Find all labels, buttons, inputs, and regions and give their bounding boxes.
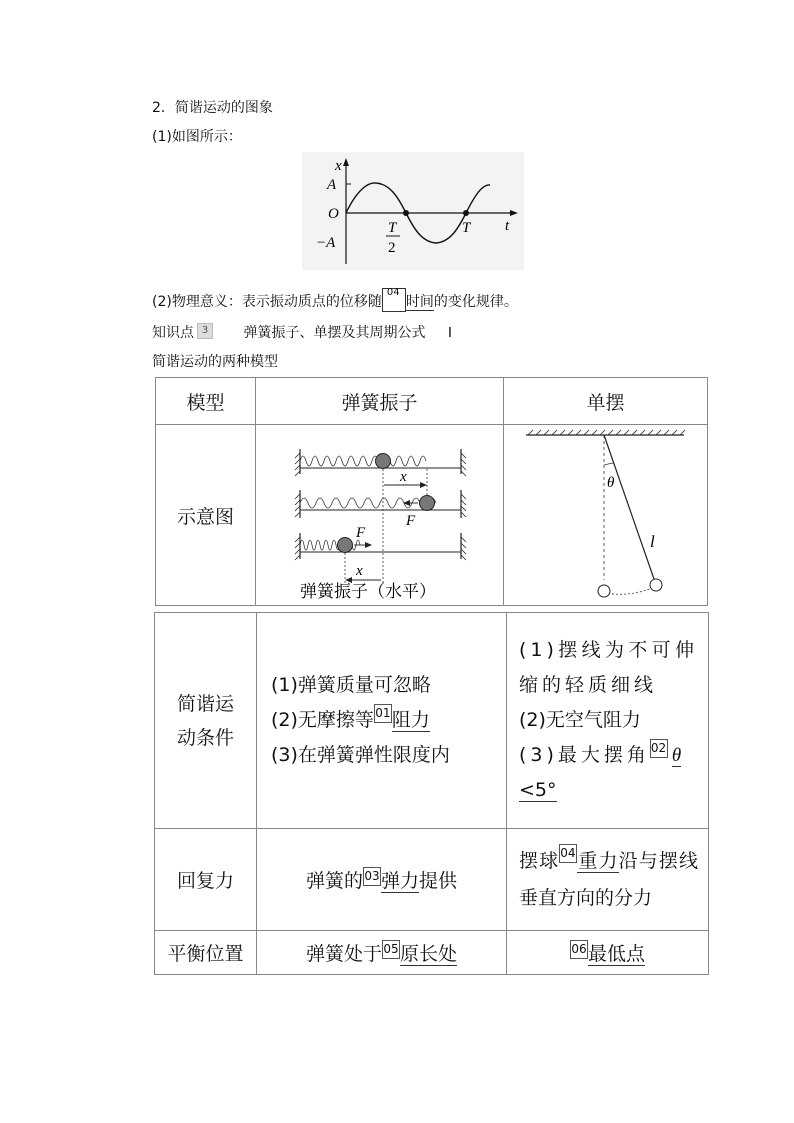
origin-label: O <box>328 206 339 222</box>
blank-num-01: 01 <box>374 704 392 723</box>
item-1-text: (1)如图所示： <box>152 129 242 145</box>
label-x-bottom: x <box>356 563 363 579</box>
diagram-row-label: 示意图 <box>156 425 256 606</box>
spring-cond-3: (3)在弹簧弹性限度内 <box>271 744 450 766</box>
models-table-top <box>155 377 708 606</box>
blank-06: 最低点 <box>587 943 645 965</box>
spring-force: 弹簧的03弹力提供 <box>257 829 507 931</box>
blank-03: 弹力 <box>380 870 419 892</box>
blank-02-limit: <5° <box>519 779 557 801</box>
blank-05: 原长处 <box>400 943 458 965</box>
blank-num-03: 03 <box>363 867 381 886</box>
item-2-suffix: 的变化规律。 <box>433 294 518 310</box>
half-t-numerator: T <box>388 220 397 236</box>
spring-diagram-cell <box>256 425 504 606</box>
half-period-point <box>403 210 409 216</box>
conditions-label-1: 简谐运 <box>176 692 234 715</box>
pendulum-cond-4 <box>519 773 698 808</box>
neg-a-label: −A <box>316 235 336 251</box>
label-x-top: x <box>400 469 407 485</box>
knowledge-point <box>152 322 452 342</box>
models-table-bottom <box>154 612 709 975</box>
blank-01: 阻力 <box>391 709 430 731</box>
pendulum-cond-3: (3)最大摆角02 θ <box>519 741 682 766</box>
force-label: 回复力 <box>155 829 257 931</box>
label-f-stretched: F <box>406 513 416 529</box>
pendulum-conditions <box>507 613 709 829</box>
item-2-prefix: (2)物理意义：表示振动质点的位移随 <box>152 294 382 310</box>
item-2-blank: 时间 <box>405 294 434 310</box>
kp-number: 3 <box>197 323 213 339</box>
spring-equilibrium: 弹簧处于05原长处 <box>257 931 507 975</box>
spring-cond-2: (2)无摩擦等01阻力 <box>271 706 430 731</box>
kp-label: 知识点 <box>152 325 194 341</box>
theta-label: θ <box>607 475 615 491</box>
length-label: l <box>650 532 655 551</box>
item-2 <box>152 288 518 312</box>
label-f-compressed: F <box>356 525 366 541</box>
pendulum-cond-2: (2)无空气阻力 <box>519 709 641 731</box>
header-pendulum: 单摆 <box>504 378 708 425</box>
pendulum-cond-1: (1)摆线为不可伸缩的轻质细线 <box>519 639 698 696</box>
period-point <box>463 210 469 216</box>
conditions-label <box>155 613 257 829</box>
blank-num-06: 06 <box>570 940 588 959</box>
x-axis-label: x <box>335 158 342 174</box>
t-axis-label: t <box>505 218 510 234</box>
header-model: 模型 <box>156 378 256 425</box>
answer-box-04: 04 <box>382 288 406 312</box>
spring-conditions <box>257 613 507 829</box>
models-title: 简谐运动的两种模型 <box>152 354 278 370</box>
period-label: T <box>462 220 471 236</box>
header-spring: 弹簧振子 <box>256 378 504 425</box>
blank-04: 重力 <box>577 849 619 872</box>
half-t-denominator: 2 <box>388 240 396 256</box>
spring-equilibrium <box>300 456 426 466</box>
spring-oscillator-diagram <box>256 425 503 605</box>
swing-path <box>604 588 652 594</box>
kp-level: Ⅰ <box>447 326 453 341</box>
shm-graph <box>302 152 524 270</box>
pendulum-diagram <box>504 425 707 605</box>
blank-num-05: 05 <box>382 940 400 959</box>
pendulum-force: 摆球04重力沿与摆线垂直方向的分力 <box>507 829 709 931</box>
mass-compressed <box>338 538 353 553</box>
mass-stretched <box>420 496 435 511</box>
blank-num-02: 02 <box>650 739 668 758</box>
spring-cond-1: (1)弹簧质量可忽略 <box>271 674 431 696</box>
pendulum-diagram-cell <box>504 425 708 606</box>
blank-02-theta: θ <box>671 745 682 766</box>
blank-num-04: 04 <box>559 844 577 863</box>
angle-arc <box>604 463 614 465</box>
mass-equilibrium <box>376 454 391 469</box>
section-heading: 2．简谐运动的图象 <box>152 100 273 116</box>
equilibrium-label: 平衡位置 <box>155 931 257 975</box>
bob-displaced <box>650 579 662 591</box>
kp-title: 弹簧振子、单摆及其周期公式 <box>243 325 426 341</box>
spring-caption: 弹簧振子（水平） <box>300 582 436 602</box>
bob-rest <box>598 585 610 597</box>
pendulum-string <box>604 435 654 579</box>
a-label: A <box>327 177 337 193</box>
pendulum-equilibrium <box>507 931 709 975</box>
conditions-label-2: 动条件 <box>176 726 234 749</box>
